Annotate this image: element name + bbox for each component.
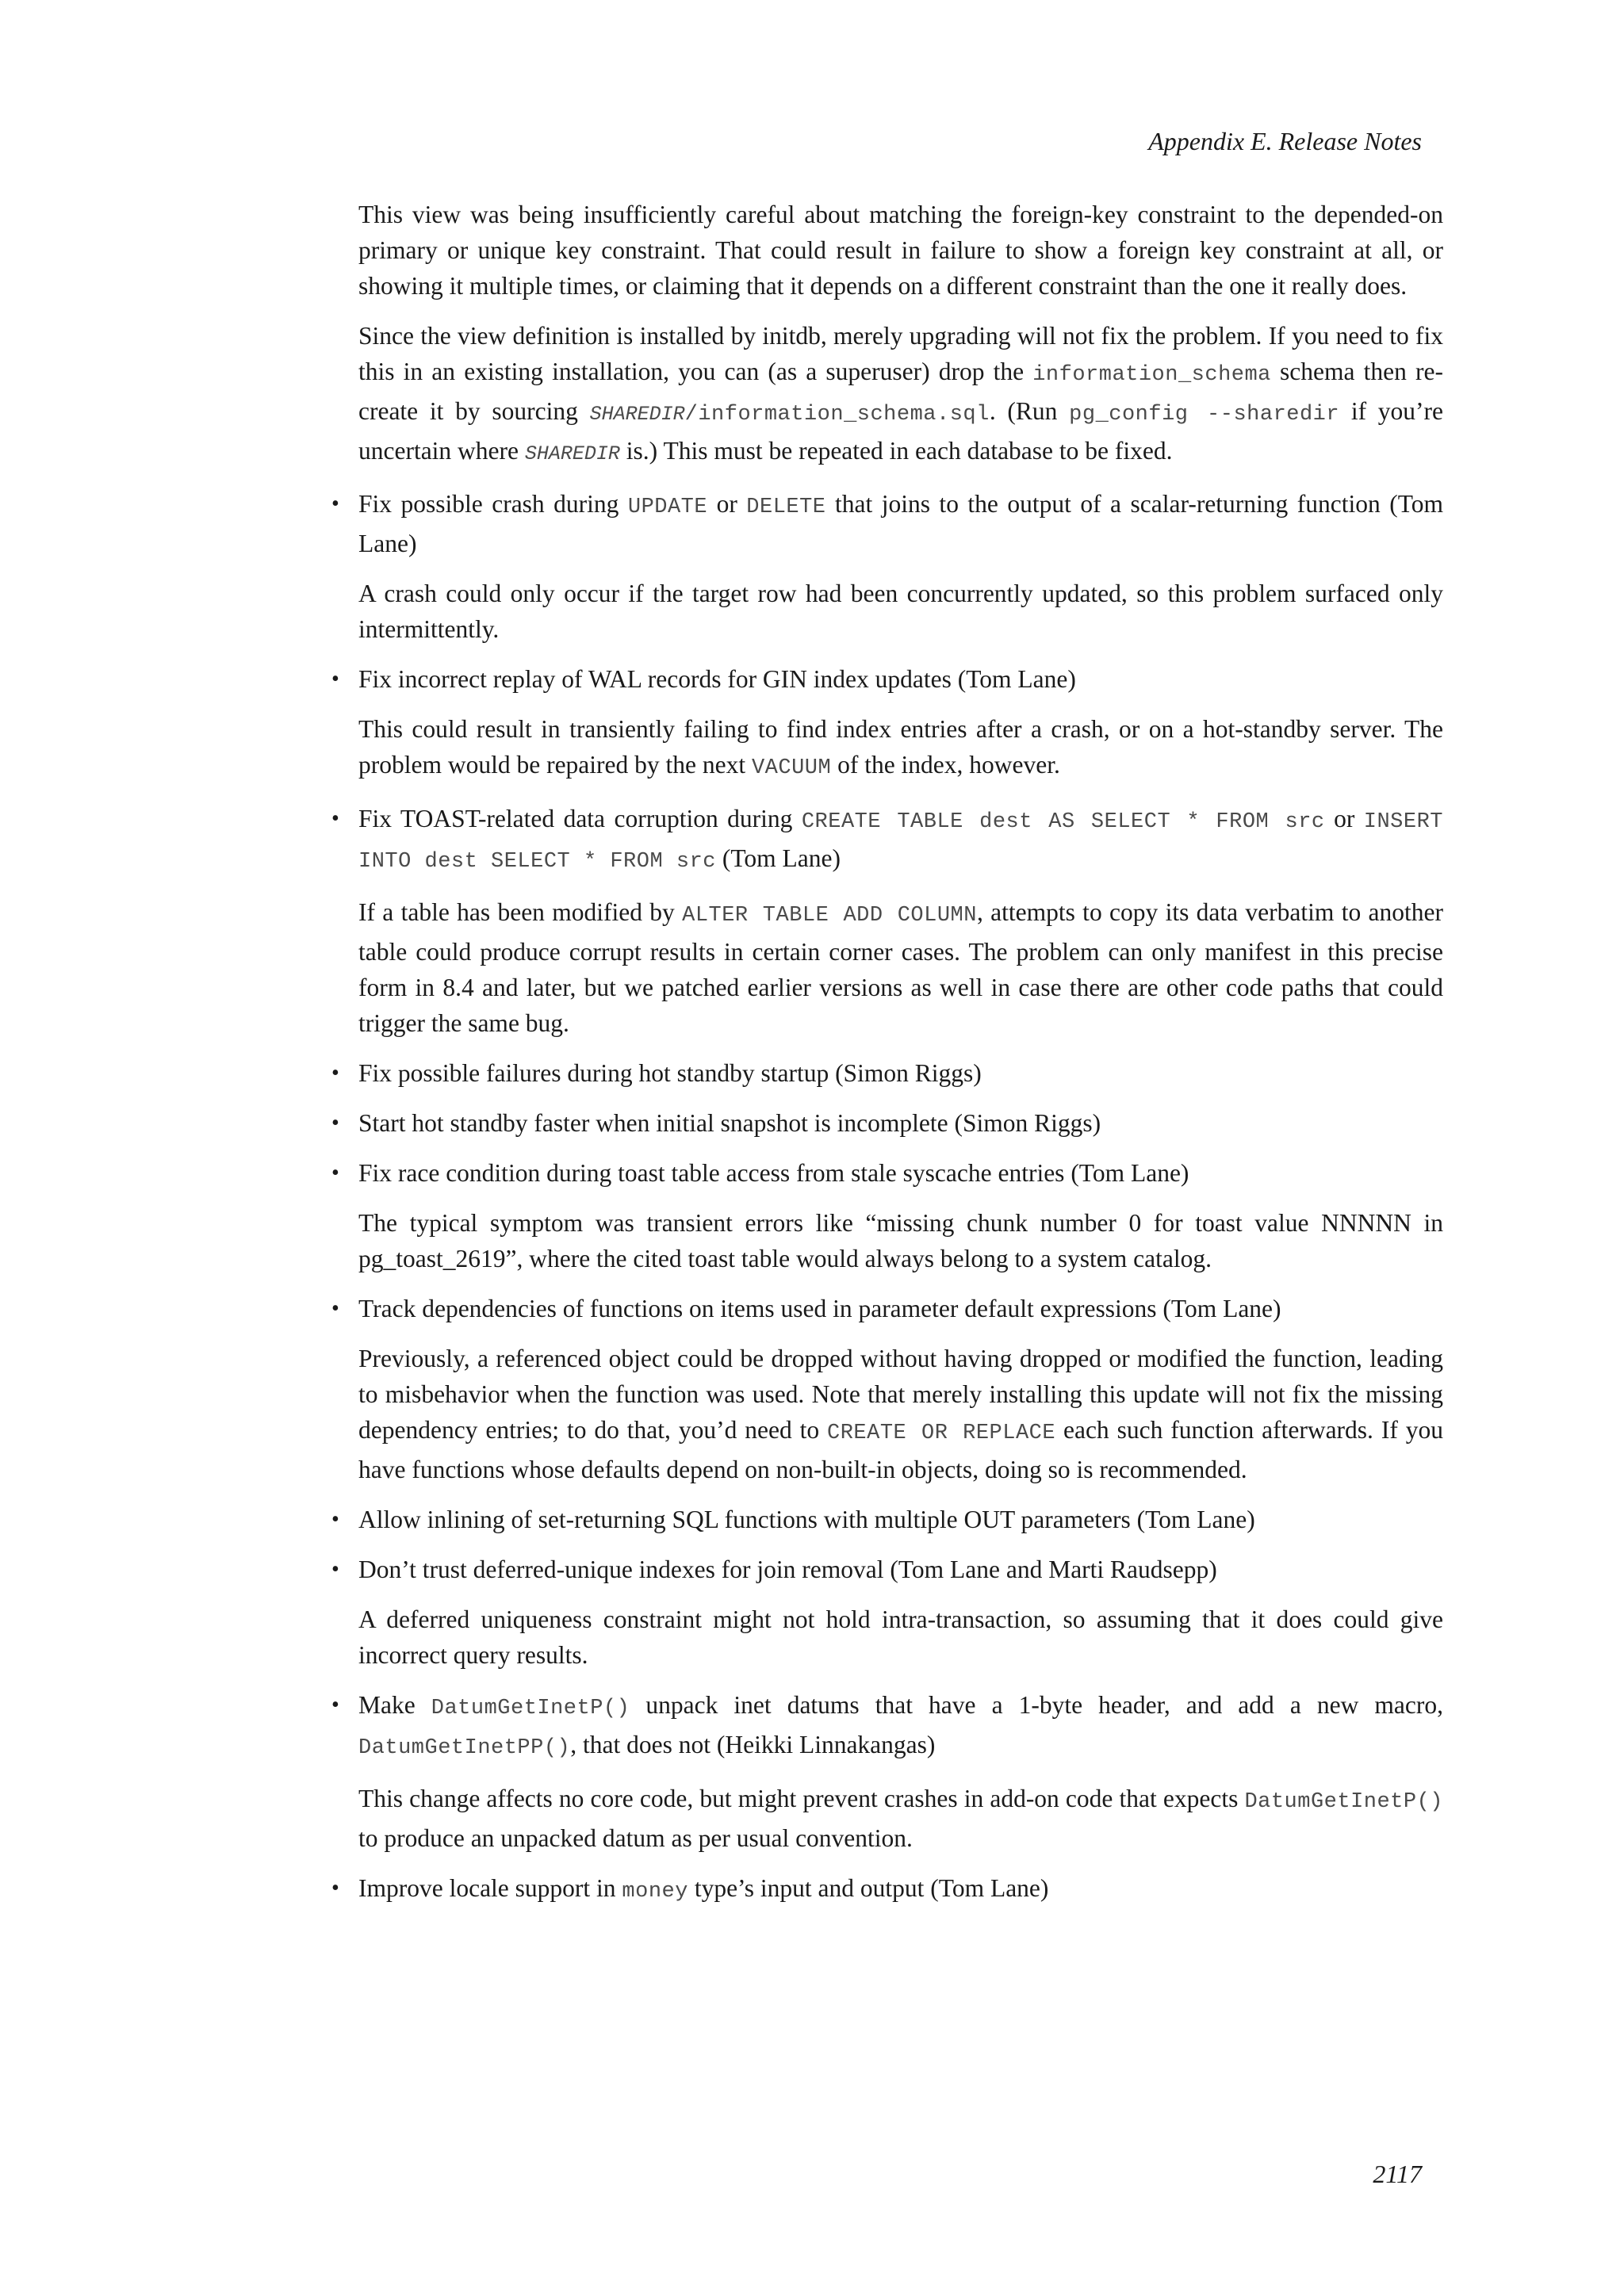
code-literal: information_schema bbox=[1032, 363, 1271, 387]
bullet-icon: • bbox=[331, 1507, 339, 1532]
code-placeholder: SHAREDIR bbox=[524, 442, 620, 465]
text-run: if you’re uncertain where bbox=[358, 397, 1444, 465]
list-item bbox=[331, 661, 1443, 697]
bullet-icon: • bbox=[331, 667, 339, 691]
code-literal: VACUUM bbox=[751, 756, 832, 780]
item-text: Improve locale support in money type’s input and output (Tom Lane) bbox=[358, 1874, 1049, 1904]
code-literal: pg_config --sharedir bbox=[1069, 403, 1340, 427]
list-item bbox=[331, 1055, 1443, 1091]
list-item bbox=[331, 1502, 1443, 1537]
item-text: Fix possible crash during UPDATE or DELETE that joins to the output of a scalar-returning function (Tom Lane) bbox=[358, 490, 1443, 557]
bullet-icon: • bbox=[331, 1296, 339, 1321]
code-literal: ALTER TABLE ADD COLUMN bbox=[682, 904, 977, 928]
item-note: If a table has been modified by ALTER TABLE ADD COLUMN, attempts to copy its data verbatim to another table could produce corrupt results in certain corner cases. The problem can only manifest in this precise form in 8.4 and later, but we patched earlier versions as well in case there are other code paths that could trigger the same bug. bbox=[358, 898, 1443, 1037]
bullet-icon: • bbox=[331, 1111, 339, 1135]
list-item bbox=[331, 1552, 1443, 1587]
list-item bbox=[331, 1687, 1443, 1766]
item-note: A crash could only occur if the target row had been concurrently updated, so this problem surfaced only intermittently. bbox=[358, 580, 1443, 643]
list-item bbox=[331, 1105, 1443, 1141]
list-item bbox=[331, 1155, 1443, 1191]
code-literal: UPDATE bbox=[627, 496, 708, 519]
code-literal: DatumGetInetP() bbox=[1244, 1790, 1443, 1814]
bullet-icon: • bbox=[331, 1161, 339, 1185]
code-literal: money bbox=[622, 1880, 688, 1904]
code-literal: DELETE bbox=[746, 496, 826, 519]
code-placeholder: SHAREDIR bbox=[589, 403, 685, 426]
bullet-icon: • bbox=[331, 1693, 339, 1717]
text-run: schema then re-create it by sourcing bbox=[358, 358, 1443, 425]
item-text: Fix race condition during toast table access from stale syscache entries (Tom Lane) bbox=[358, 1159, 1189, 1187]
item-note: The typical symptom was transient errors like “missing chunk number 0 for toast value NNNNN in pg_toast_2619”, where the cited toast table would always belong to a system catalog. bbox=[358, 1209, 1443, 1272]
list-item bbox=[331, 1291, 1443, 1326]
item-note: Previously, a referenced object could be dropped without having dropped or modified the function, leading to misbehavior when the function was used. Note that merely installing this update will not fix the missing dependency entries; to do that, you’d need to CREATE OR REPLACE each such function afterwards. If you have functions whose defaults depend on non-built-in objects, doing so is recommended. bbox=[358, 1345, 1443, 1483]
item-note: A deferred uniqueness constraint might not hold intra-transaction, so assuming that it does could give incorrect query results. bbox=[358, 1605, 1443, 1669]
bullet-icon: • bbox=[331, 492, 339, 516]
running-header: Appendix E. Release Notes bbox=[1148, 127, 1422, 155]
bullet-icon: • bbox=[331, 806, 339, 831]
text-run: is.) This must be repeated in each database to be fixed. bbox=[619, 437, 1173, 465]
item-text: Make DatumGetInetP() unpack inet datums that have a 1-byte header, and add a new macro, DatumGetInetPP(), that does not (Heikki Linnakangas) bbox=[358, 1691, 1443, 1760]
list-item bbox=[331, 801, 1443, 880]
code-literal: DatumGetInetP() bbox=[431, 1697, 630, 1720]
code-literal: CREATE TABLE dest AS SELECT * FROM src bbox=[801, 810, 1325, 834]
code-literal: DatumGetInetPP() bbox=[358, 1736, 571, 1760]
item-note: This could result in transiently failing to find index entries after a crash, or on a hot-standby server. The problem would be repaired by the next VACUUM of the index, however. bbox=[358, 715, 1443, 780]
bullet-icon: • bbox=[331, 1061, 339, 1085]
list-item bbox=[331, 486, 1443, 561]
item-text: Fix possible failures during hot standby startup (Simon Riggs) bbox=[358, 1059, 982, 1087]
text-run: . (Run bbox=[989, 397, 1070, 425]
page-body bbox=[331, 197, 1444, 1924]
bullet-icon: • bbox=[331, 1876, 339, 1900]
item-text: Track dependencies of functions on items used in parameter default expressions (Tom Lane) bbox=[358, 1295, 1281, 1322]
item-note: This change affects no core code, but might prevent crashes in add-on code that expects DatumGetInetP() to produce an unpacked datum as per usual convention. bbox=[358, 1785, 1443, 1852]
bullet-icon: • bbox=[331, 1557, 339, 1582]
item-text: Start hot standby faster when initial snapshot is incomplete (Simon Riggs) bbox=[358, 1109, 1101, 1137]
item-text: Allow inlining of set-returning SQL functions with multiple OUT parameters (Tom Lane) bbox=[358, 1506, 1255, 1533]
intro-paragraph-2 bbox=[358, 318, 1443, 472]
item-text: Fix TOAST-related data corruption during CREATE TABLE dest AS SELECT * FROM src or INSERT INTO dest SELECT * FROM src (Tom Lane) bbox=[358, 805, 1443, 874]
text-run: Since the view definition is installed by initdb, merely upgrading will not fix the problem. If you need to fix this in an existing installation, you can (as a superuser) drop the bbox=[358, 322, 1443, 385]
item-text: Fix incorrect replay of WAL records for GIN index updates (Tom Lane) bbox=[358, 665, 1076, 693]
code-literal: /information_schema.sql bbox=[684, 403, 990, 427]
intro-paragraph-1: This view was being insufficiently careful about matching the foreign-key constraint to the depended-on primary or unique key constraint. That could result in failure to show a foreign key constraint at all, or showing it multiple times, or claiming that it depends on a different constraint than the one it really does. bbox=[358, 201, 1443, 300]
code-literal: INSERT INTO dest SELECT * FROM src bbox=[358, 810, 1443, 874]
list-item bbox=[331, 1870, 1443, 1910]
item-text: Don’t trust deferred-unique indexes for join removal (Tom Lane and Marti Raudsepp) bbox=[358, 1556, 1217, 1583]
page-number: 2117 bbox=[1373, 2160, 1422, 2188]
code-literal: CREATE OR REPLACE bbox=[827, 1422, 1056, 1445]
